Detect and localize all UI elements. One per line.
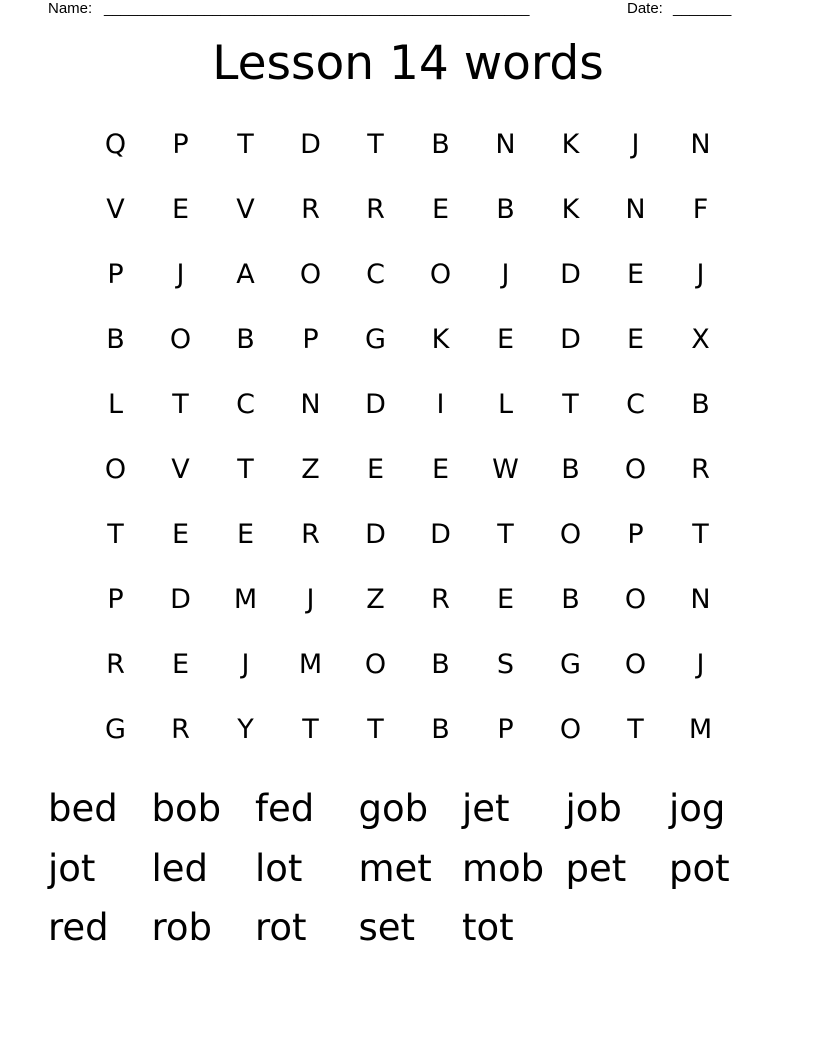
grid-letter: O xyxy=(364,649,387,680)
grid-letter: O xyxy=(104,454,127,485)
grid-letter: B xyxy=(431,649,450,680)
word-bank-item: jet xyxy=(462,787,510,830)
grid-letter: T xyxy=(627,714,644,745)
grid-letter: E xyxy=(626,259,645,290)
grid-letter: G xyxy=(560,649,581,680)
grid-letter: O xyxy=(624,454,647,485)
grid-letter: J xyxy=(501,259,510,290)
grid-letter: O xyxy=(169,324,192,355)
grid-letter: J xyxy=(241,649,250,680)
grid-letter: Q xyxy=(104,129,127,160)
grid-letter: I xyxy=(436,389,445,420)
grid-letter: T xyxy=(367,714,384,745)
grid-letter: E xyxy=(496,324,515,355)
grid-letter: D xyxy=(560,259,581,290)
grid-letter: E xyxy=(171,649,190,680)
grid-letter: J xyxy=(631,129,640,160)
grid-letter: R xyxy=(171,714,190,745)
word-bank-item: bob xyxy=(151,787,222,830)
grid-letter: T xyxy=(692,519,709,550)
letter-grid xyxy=(83,112,733,762)
grid-letter: D xyxy=(170,584,191,615)
grid-letter: G xyxy=(365,324,386,355)
grid-letter: P xyxy=(172,129,189,160)
grid-letter: E xyxy=(171,519,190,550)
grid-letter: B xyxy=(236,324,255,355)
grid-letter: S xyxy=(496,649,515,680)
date-blank-line: _______ xyxy=(673,0,732,17)
grid-letter: D xyxy=(300,129,321,160)
grid-letter: N xyxy=(300,389,321,420)
page-title: Lesson 14 words xyxy=(212,36,604,91)
grid-letter: J xyxy=(696,259,705,290)
name-date-line xyxy=(48,0,748,18)
grid-letter: D xyxy=(560,324,581,355)
date-label: Date: xyxy=(627,0,663,17)
grid-letter: E xyxy=(171,194,190,225)
grid-letter: A xyxy=(236,259,255,290)
word-bank-item: met xyxy=(358,846,432,890)
grid-letter: T xyxy=(562,389,579,420)
grid-letter: O xyxy=(559,519,582,550)
grid-letter: O xyxy=(429,259,452,290)
grid-letter: B xyxy=(691,389,710,420)
grid-letter: F xyxy=(692,194,709,225)
grid-letter: R xyxy=(301,194,320,225)
grid-letter: K xyxy=(561,129,580,160)
grid-letter: V xyxy=(171,454,190,485)
word-bank-item: lot xyxy=(255,846,303,890)
grid-letter: T xyxy=(107,519,124,550)
grid-letter: E xyxy=(431,454,450,485)
grid-letter: E xyxy=(496,584,515,615)
grid-letter: O xyxy=(559,714,582,745)
grid-letter: B xyxy=(496,194,515,225)
word-bank-item: jog xyxy=(669,787,726,830)
grid-letter: B xyxy=(431,714,450,745)
grid-letter: B xyxy=(561,584,580,615)
grid-letter: T xyxy=(367,129,384,160)
word-bank-item: fed xyxy=(255,787,315,830)
word-bank-item: tot xyxy=(462,906,514,949)
grid-letter: M xyxy=(233,584,258,615)
grid-letter: R xyxy=(431,584,450,615)
grid-letter: B xyxy=(561,454,580,485)
grid-letter: T xyxy=(237,454,254,485)
grid-letter: D xyxy=(365,519,386,550)
grid-letter: R xyxy=(691,454,710,485)
grid-letter: L xyxy=(497,389,514,420)
word-bank-item: jot xyxy=(48,846,96,890)
word-bank-item: pet xyxy=(565,846,627,890)
name-blank-line: ___________________________________________________ xyxy=(104,0,530,17)
grid-letter: N xyxy=(625,194,646,225)
grid-letter: P xyxy=(497,714,514,745)
word-bank xyxy=(48,779,773,958)
grid-letter: W xyxy=(492,454,519,485)
grid-letter: P xyxy=(627,519,644,550)
grid-letter: E xyxy=(431,194,450,225)
grid-letter: B xyxy=(106,324,125,355)
grid-letter: J xyxy=(176,259,185,290)
grid-letter: D xyxy=(430,519,451,550)
grid-letter: T xyxy=(302,714,319,745)
grid-letter: N xyxy=(690,129,711,160)
grid-letter: O xyxy=(624,584,647,615)
name-label: Name: xyxy=(48,0,93,17)
grid-letter: D xyxy=(365,389,386,420)
word-bank-item: rob xyxy=(151,906,213,949)
grid-letter: C xyxy=(366,259,385,290)
grid-letter: K xyxy=(561,194,580,225)
grid-letter: V xyxy=(106,194,125,225)
word-bank-item: mob xyxy=(462,846,545,890)
grid-letter: L xyxy=(107,389,124,420)
grid-letter: Y xyxy=(237,714,254,745)
grid-letter: G xyxy=(105,714,126,745)
grid-letter: C xyxy=(236,389,255,420)
word-bank-item: pot xyxy=(669,846,730,890)
grid-letter: Z xyxy=(366,584,385,615)
grid-letter: M xyxy=(298,649,323,680)
grid-letter: J xyxy=(306,584,315,615)
grid-letter: P xyxy=(107,584,124,615)
grid-letter: B xyxy=(431,129,450,160)
grid-letter: T xyxy=(172,389,189,420)
word-bank-item: led xyxy=(151,846,209,890)
grid-letter: N xyxy=(690,584,711,615)
grid-letter: R xyxy=(301,519,320,550)
grid-letter: V xyxy=(236,194,255,225)
grid-letter: M xyxy=(688,714,713,745)
grid-letter: T xyxy=(237,129,254,160)
grid-letter: P xyxy=(302,324,319,355)
word-bank-item: bed xyxy=(48,787,118,830)
grid-letter: R xyxy=(106,649,125,680)
grid-letter: E xyxy=(626,324,645,355)
grid-letter: E xyxy=(366,454,385,485)
grid-letter: P xyxy=(107,259,124,290)
grid-letter: R xyxy=(366,194,385,225)
grid-letter: O xyxy=(624,649,647,680)
grid-letter: N xyxy=(495,129,516,160)
word-bank-item: rot xyxy=(255,906,307,949)
word-bank-item: set xyxy=(358,906,416,949)
word-bank-item: red xyxy=(48,906,109,949)
word-bank-item: job xyxy=(565,787,622,830)
grid-letter: T xyxy=(497,519,514,550)
grid-letter: C xyxy=(626,389,645,420)
grid-letter: E xyxy=(236,519,255,550)
word-bank-item: gob xyxy=(358,787,429,830)
grid-letter: O xyxy=(299,259,322,290)
grid-letter: K xyxy=(431,324,450,355)
grid-letter: X xyxy=(691,324,710,355)
grid-letter: J xyxy=(696,649,705,680)
grid-letter: Z xyxy=(301,454,320,485)
